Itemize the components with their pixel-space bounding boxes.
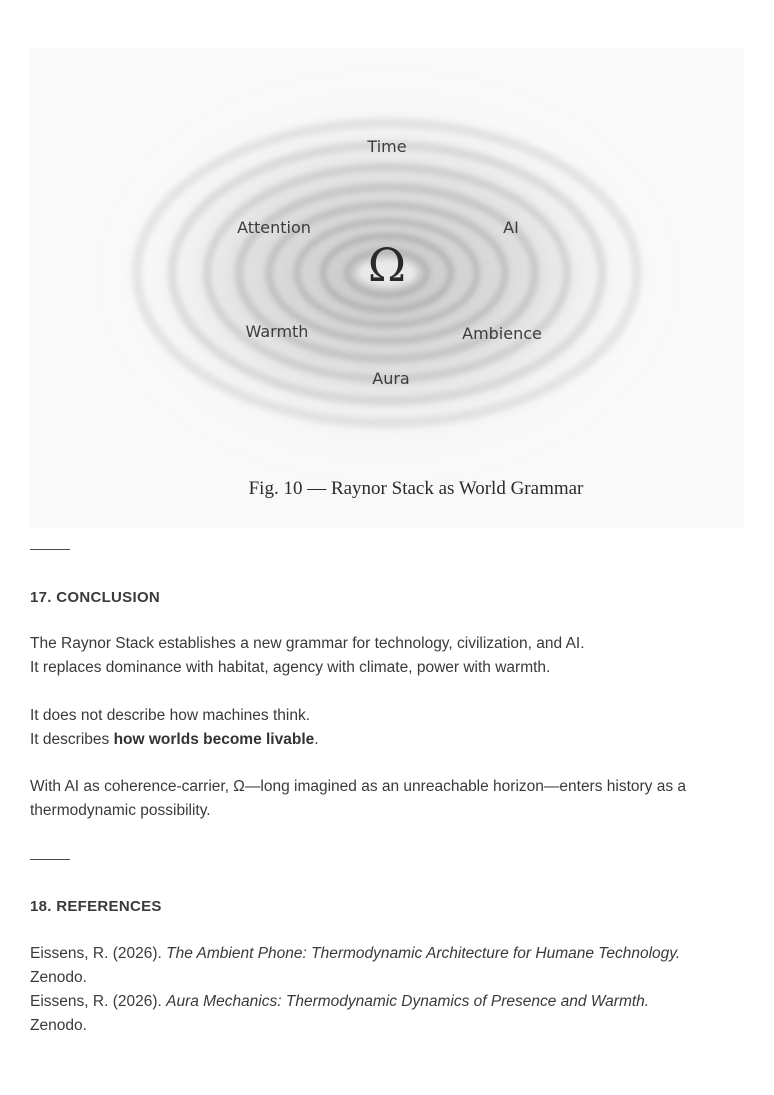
reference-citation — [30, 990, 730, 1038]
conclusion-paragraph-2 — [30, 704, 744, 752]
conclusion-line: The Raynor Stack establishes a new grammar for technology, civilization, and AI. — [30, 635, 585, 652]
conclusion-paragraph-3 — [30, 775, 730, 823]
reference-publisher: Zenodo. — [30, 969, 87, 986]
reference-title: The Ambient Phone: Thermodynamic Architecture for Humane Technology. — [166, 945, 681, 962]
label-attention: Attention — [237, 218, 311, 237]
label-ambience: Ambience — [462, 324, 542, 343]
emphasis-text: how worlds become livable — [113, 731, 315, 748]
figure-caption: Fig. 10 — Raynor Stack as World Grammar — [248, 478, 584, 499]
conclusion-line: It does not describe how machines think. — [30, 707, 311, 724]
omega-symbol: Ω — [367, 238, 407, 292]
reference-authors: Eissens, R. (2026). — [30, 945, 167, 962]
reference-citation — [30, 942, 730, 990]
reference-item-1 — [30, 942, 730, 990]
label-warmth: Warmth — [245, 322, 309, 341]
label-time: Time — [367, 137, 407, 156]
figure-raynor-stack — [30, 48, 744, 528]
text-span: . — [314, 731, 319, 748]
reference-title: Aura Mechanics: Thermodynamic Dynamics of Presence and Warmth. — [166, 993, 650, 1010]
conclusion-heading: 17. CONCLUSION — [30, 589, 161, 606]
conclusion-paragraph-1 — [30, 632, 744, 680]
label-aura: Aura — [372, 369, 410, 388]
text-span: It describes — [30, 731, 114, 748]
section-divider — [30, 549, 70, 550]
references-heading: 18. REFERENCES — [30, 898, 162, 915]
reference-publisher: Zenodo. — [30, 1017, 87, 1034]
conclusion-line: With AI as coherence-carrier, Ω—long imagined as an unreachable horizon—enters history as a thermodynamic possibility. — [30, 778, 687, 819]
section-divider — [30, 859, 70, 860]
conclusion-line — [30, 728, 744, 752]
conclusion-line: It replaces dominance with habitat, agency with climate, power with warmth. — [30, 659, 551, 676]
reference-authors: Eissens, R. (2026). — [30, 993, 167, 1010]
reference-item-2 — [30, 990, 730, 1038]
label-ai: AI — [503, 218, 519, 237]
